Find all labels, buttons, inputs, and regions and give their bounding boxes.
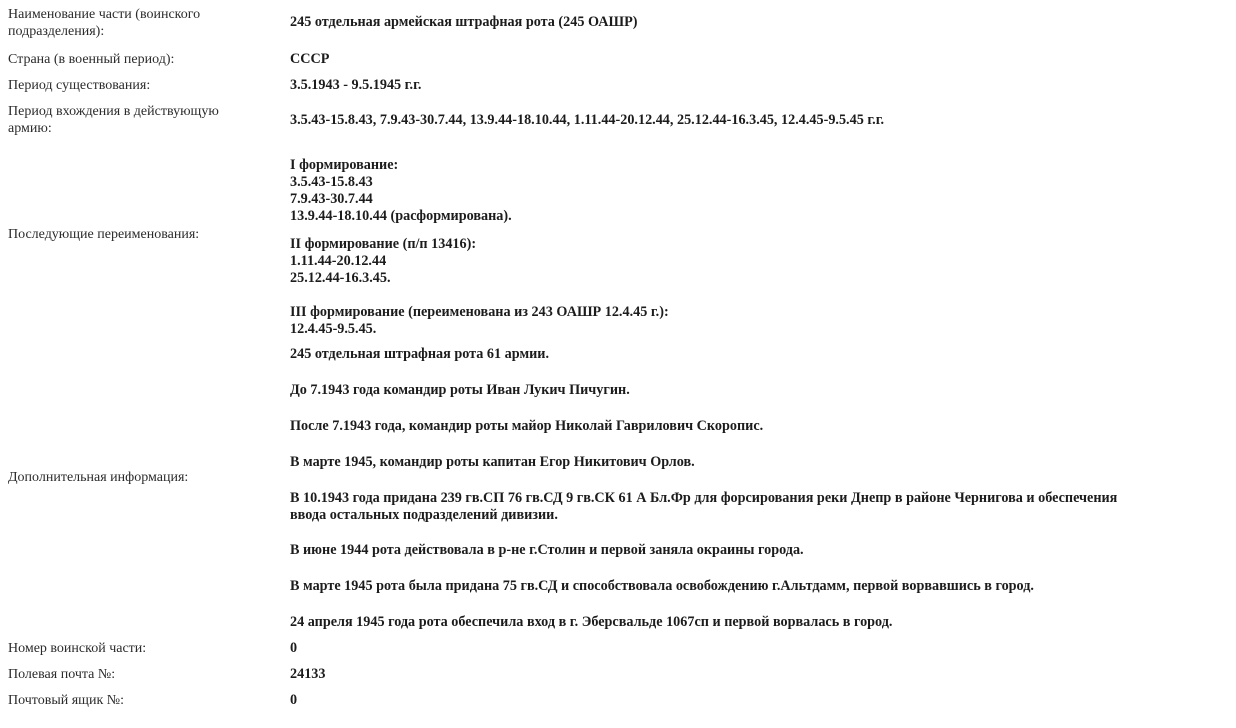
label-unit-number: Номер воинской части: [8,641,147,656]
info-paragraph-2: До 7.1943 года командир роты Иван Лукич Пичугин. [290,382,630,398]
formation-1-title: I формирование: [290,157,399,173]
value-renamings [282,137,1236,338]
row-field-post [0,657,1236,683]
info-paragraph-4: В марте 1945, командир роты капитан Егор Никитович Орлов. [290,454,695,470]
formation-2-period-1: 1.11.44-20.12.44 [290,253,387,269]
value-post-box: 0 [290,692,298,708]
value-field-post: 24133 [290,666,326,682]
row-active-army-period [0,94,1236,137]
row-additional-info [0,338,1236,631]
label-active-army-line2: армию: [8,121,52,136]
label-active-army-line1: Период вхождения в действующую [8,104,219,119]
label-additional-info: Дополнительная информация: [8,470,189,485]
active-army-periods-text: 3.5.43-15.8.43, 7.9.43-30.7.44, 13.9.44-18.10.44, 1.11.44-20.12.44, 25.12.44-16.3.45, 12.4.45-9.5.45 г.г. [290,112,885,128]
value-existence-period: 3.5.1943 - 9.5.1945 г.г. [290,77,422,93]
value-unit-name [282,0,1236,42]
info-paragraph-5-line1: В 10.1943 года придана 239 гв.СП 76 гв.СД 9 гв.СК 61 А Бл.Фр для форсирования реки Днепр в районе Чернигова и обеспечения [290,490,1118,506]
formation-1-period-2: 7.9.43-30.7.44 [290,191,373,207]
formation-1-period-1: 3.5.43-15.8.43 [290,174,373,190]
label-renamings-cell [0,137,282,338]
label-post-box: Почтовый ящик №: [8,693,124,708]
label-unit-name [0,0,282,42]
info-paragraph-7: В марте 1945 рота была придана 75 гв.СД и способствовала освобождению г.Альтдамм, первой ворвавшись в город. [290,578,1034,594]
info-paragraph-3: После 7.1943 года, командир роты майор Николай Гаврилович Скоропис. [290,418,764,434]
info-paragraph-1: 245 отдельная штрафная рота 61 армии. [290,346,549,362]
row-existence-period [0,68,1236,94]
formation-3-title: III формирование (переименована из 243 ОАШР 12.4.45 г.): [290,304,669,320]
value-additional-info [282,338,1236,631]
value-country: СССР [290,51,330,67]
formation-2-title: II формирование (п/п 13416): [290,236,477,252]
info-paragraph-8: 24 апреля 1945 года рота обеспечила вход в г. Эберсвальде 1067сп и первой ворвалась в город. [290,614,893,630]
label-field-post: Полевая почта №: [8,667,116,682]
label-additional-info-cell [0,338,282,631]
row-country [0,42,1236,68]
label-existence-period: Период существования: [8,78,151,93]
label-renamings: Последующие переименования: [8,227,200,242]
label-country: Страна (в военный период): [8,52,175,67]
unit-name-text: 245 отдельная армейская штрафная рота (245 ОАШР) [290,14,638,30]
row-unit-name [0,0,1236,42]
row-renamings [0,137,1236,338]
formation-3-period-1: 12.4.45-9.5.45. [290,321,377,337]
label-unit-name-line1: Наименование части (воинского [8,7,201,22]
value-unit-number: 0 [290,640,298,656]
row-post-box [0,683,1236,709]
value-active-army-period [282,94,1236,137]
formation-2-period-2: 25.12.44-16.3.45. [290,270,391,286]
info-paragraph-5-line2: ввода остальных подразделений дивизии. [290,507,558,523]
label-unit-name-line2: подразделения): [8,24,105,39]
formation-1-period-3: 13.9.44-18.10.44 (расформирована). [290,208,512,224]
label-active-army-period [0,94,282,137]
info-paragraph-6: В июне 1944 рота действовала в р-не г.Столин и первой заняла окраины города. [290,542,804,558]
row-unit-number [0,631,1236,657]
